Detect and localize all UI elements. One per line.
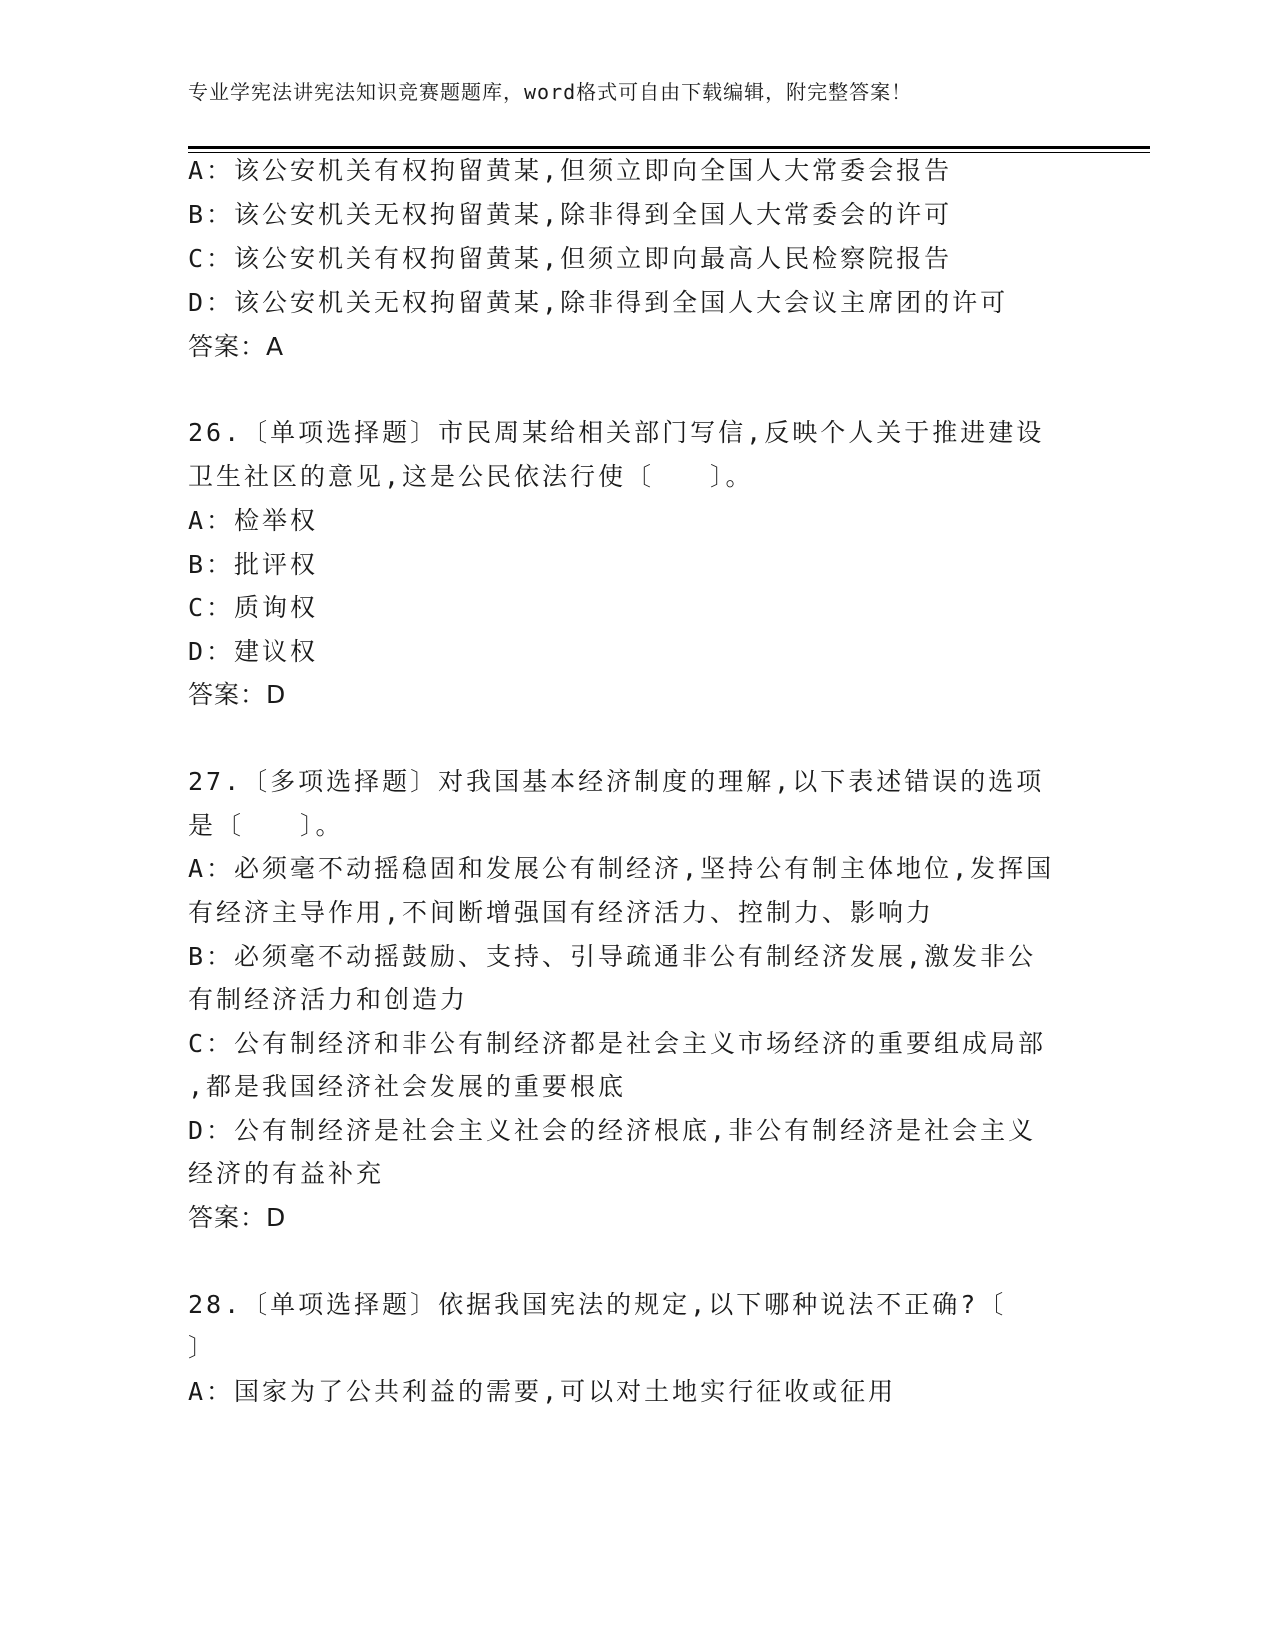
- q27-option-d-line-2: 经济的有益补充: [188, 1159, 385, 1188]
- q26-stem-line-2: 卫生社区的意见,这是公民依法行使〔 〕。: [188, 462, 754, 491]
- q27-stem-line-1: 27.〔多项选择题〕对我国基本经济制度的理解,以下表述错误的选项: [188, 767, 1045, 796]
- q26-option-b: B：批评权: [188, 550, 319, 579]
- header-rule-thick: [188, 146, 1150, 149]
- q27-option-d-line-1: D：公有制经济是社会主义社会的经济根底,非公有制经济是社会主义: [188, 1116, 1037, 1145]
- q25-option-b: B：该公安机关无权拘留黄某,除非得到全国人大常委会的许可: [188, 200, 953, 229]
- q25-option-c: C：该公安机关有权拘留黄某,但须立即向最高人民检察院报告: [188, 244, 953, 273]
- q26-option-a: A：检举权: [188, 506, 319, 535]
- page-header: 专业学宪法讲宪法知识竞赛题题库，word格式可自由下载编辑，附完整答案！: [188, 80, 913, 104]
- q27-stem-line-2: 是〔 〕。: [188, 811, 344, 840]
- q27-option-c-line-1: C：公有制经济和非公有制经济都是社会主义市场经济的重要组成局部: [188, 1029, 1047, 1058]
- q25-option-a: A：该公安机关有权拘留黄某,但须立即向全国人大常委会报告: [188, 156, 953, 185]
- q28-stem-line-2: 〕: [188, 1333, 217, 1362]
- q27-option-a-line-2: 有经济主导作用,不间断增强国有经济活力、控制力、影响力: [188, 898, 935, 927]
- q27-option-a-line-1: A：必须毫不动摇稳固和发展公有制经济,坚持公有制主体地位,发挥国: [188, 854, 1055, 883]
- header-rule-thin: [188, 152, 1150, 153]
- q27-option-b-line-1: B：必须毫不动摇鼓励、支持、引导疏通非公有制经济发展,激发非公: [188, 942, 1037, 971]
- q26-option-d: D：建议权: [188, 637, 319, 666]
- q25-answer: 答案：A: [188, 332, 285, 361]
- q27-answer: 答案：D: [188, 1203, 287, 1232]
- q27-option-b-line-2: 有制经济活力和创造力: [188, 985, 469, 1014]
- q26-option-c: C：质询权: [188, 593, 319, 622]
- q27-option-c-line-2: ,都是我国经济社会发展的重要根底: [188, 1072, 627, 1101]
- q25-option-d: D：该公安机关无权拘留黄某,除非得到全国人大会议主席团的许可: [188, 288, 1009, 317]
- q26-answer: 答案：D: [188, 680, 287, 709]
- q28-option-a: A：国家为了公共利益的需要,可以对土地实行征收或征用: [188, 1377, 897, 1406]
- q28-stem-line-1: 28.〔单项选择题〕依据我国宪法的规定,以下哪种说法不正确?〔: [188, 1290, 1007, 1319]
- q26-stem-line-1: 26.〔单项选择题〕市民周某给相关部门写信,反映个人关于推进建设: [188, 418, 1045, 447]
